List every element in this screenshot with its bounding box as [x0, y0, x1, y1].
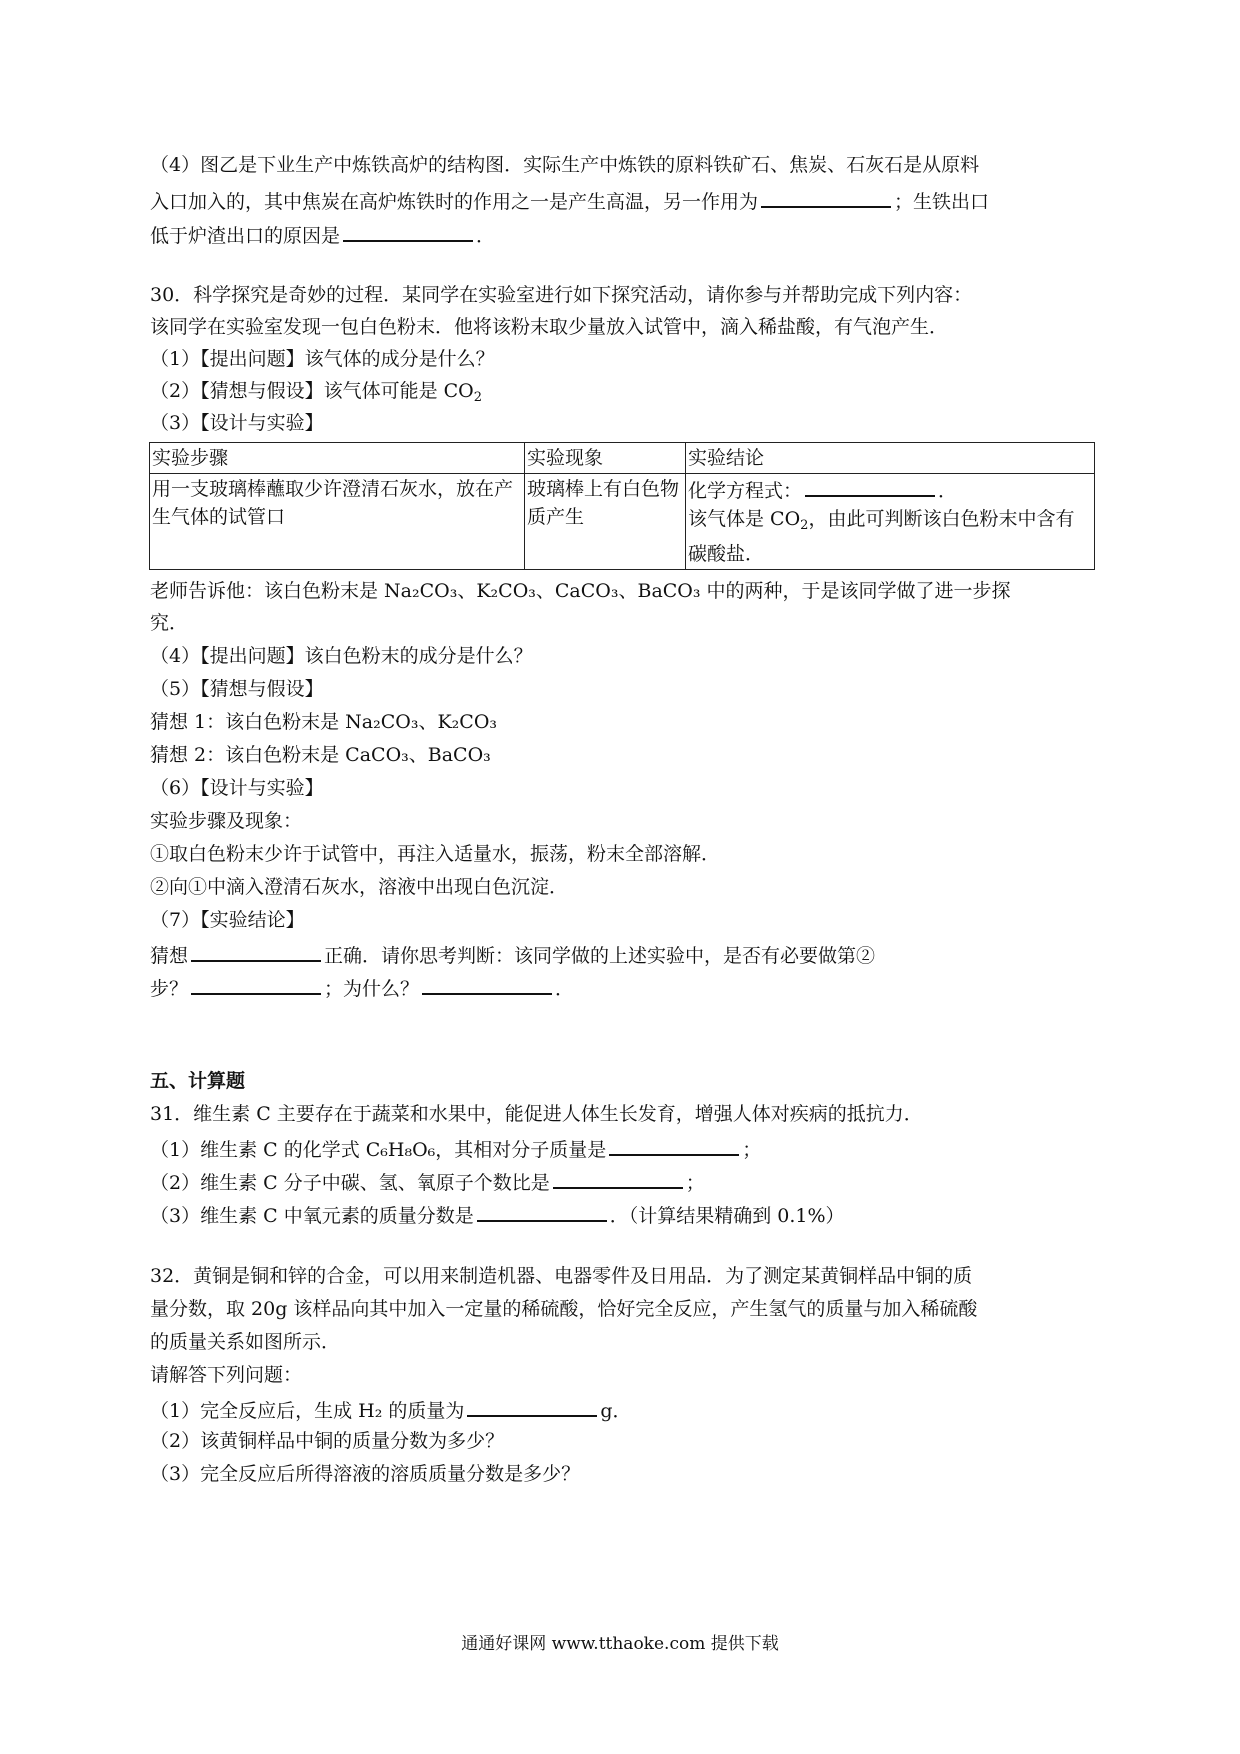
q29-part4-line3: 低于炉渣出口的原因是 ． — [150, 220, 495, 246]
teacher-line1: 老师告诉他：该白色粉末是 Na₂CO₃、K₂CO₃、CaCO₃、BaCO₃ 中的两种，于是该同学做了进一步探 — [150, 580, 1011, 602]
answer-blank[interactable] — [343, 220, 473, 242]
q30-part5: （5）【猜想与假设】 — [150, 678, 324, 700]
header-step: 实验步骤 — [150, 443, 525, 474]
q30-part3: （3）【设计与实验】 — [150, 412, 324, 434]
answer-blank[interactable] — [467, 1395, 597, 1417]
q30-part2: （2）【猜想与假设】该气体可能是 $CO_2$ — [150, 380, 483, 405]
guess-1: 猜想 1：该白色粉末是 Na₂CO₃、K₂CO₃ — [150, 711, 498, 733]
steps-title: 实验步骤及现象： — [150, 810, 303, 832]
q30-intro-line2: 该同学在实验室发现一包白色粉末．他将该粉末取少量放入试管中，滴入稀盐酸，有气泡产生． — [150, 316, 949, 338]
cell-conclusion: 化学方程式： ． 该气体是 $CO_2$，由此可判断该白色粉末中含有碳酸盐． — [686, 474, 1095, 570]
answer-blank[interactable] — [761, 186, 891, 208]
q32-part2: （2）该黄铜样品中铜的质量分数为多少？ — [150, 1430, 505, 1452]
q32-line1: 32．黄铜是铜和锌的合金，可以用来制造机器、电器零件及日用品．为了测定某黄铜样品中铜的质 — [150, 1265, 973, 1287]
answer-blank[interactable] — [191, 940, 321, 962]
q32-line4: 请解答下列问题： — [150, 1364, 303, 1386]
equation-blank[interactable] — [805, 475, 935, 497]
header-conclusion: 实验结论 — [686, 443, 1095, 474]
conclusion-line2: 步？ ；为什么？ ． — [150, 973, 574, 999]
q30-intro-line1: 30．科学探究是奇妙的过程．某同学在实验室进行如下探究活动，请你参与并帮助完成下列内容： — [150, 284, 973, 306]
q31-part3: （3）维生素 C 中氧元素的质量分数是 ．（计算结果精确到 0.1%） — [150, 1200, 845, 1226]
step-2: ②向①中滴入澄清石灰水，溶液中出现白色沉淀． — [150, 876, 569, 898]
table-row — [150, 474, 1095, 570]
q30-part6: （6）【设计与实验】 — [150, 777, 324, 799]
q29-part4-line2: 入口加入的，其中焦炭在高炉炼铁时的作用之一是产生高温，另一作用为 ；生铁出口 — [150, 186, 989, 212]
answer-blank[interactable] — [191, 973, 321, 995]
footer-text: 通通好课网 www.tthaoke.com 提供下载 — [461, 1634, 779, 1654]
answer-blank[interactable] — [553, 1167, 683, 1189]
guess-2: 猜想 2：该白色粉末是 CaCO₃、BaCO₃ — [150, 744, 491, 766]
q32-line2: 量分数，取 20g 该样品向其中加入一定量的稀硫酸，恰好完全反应，产生氢气的质量与加入稀硫酸 — [150, 1298, 978, 1320]
q31-part2: （2）维生素 C 分子中碳、氢、氧原子个数比是 ； — [150, 1167, 705, 1193]
answer-blank[interactable] — [477, 1200, 607, 1222]
q32-line3: 的质量关系如图所示． — [150, 1331, 341, 1353]
q32-part1: （1）完全反应后，生成 H₂ 的质量为 g． — [150, 1395, 632, 1421]
header-phenomenon: 实验现象 — [525, 443, 686, 474]
section-title: 五、计算题 — [150, 1070, 246, 1092]
q30-part1: （1）【提出问题】该气体的成分是什么？ — [150, 348, 495, 370]
q31-intro: 31．维生素 C 主要存在于蔬菜和水果中，能促进人体生长发育，增强人体对疾病的抵抗力． — [150, 1103, 923, 1125]
cell-phenomenon: 玻璃棒上有白色物质产生 — [525, 474, 686, 570]
q29-part4-line1: （4）图乙是下业生产中炼铁高炉的结构图．实际生产中炼铁的原料铁矿石、焦炭、石灰石是从原料 — [150, 154, 980, 176]
cell-step: 用一支玻璃棒蘸取少许澄清石灰水，放在产生气体的试管口 — [150, 474, 525, 570]
q30-part7: （7）【实验结论】 — [150, 909, 305, 931]
answer-blank[interactable] — [609, 1134, 739, 1156]
step-1: ①取白色粉末少许于试管中，再注入适量水，振荡，粉末全部溶解． — [150, 843, 721, 865]
q30-part4: （4）【提出问题】该白色粉末的成分是什么？ — [150, 645, 533, 667]
table-header-row — [150, 443, 1095, 474]
q31-part1: （1）维生素 C 的化学式 C₆H₈O₆，其相对分子质量是 ； — [150, 1134, 761, 1160]
answer-blank[interactable] — [422, 973, 552, 995]
experiment-table — [149, 442, 1095, 570]
q32-part3: （3）完全反应后所得溶液的溶质质量分数是多少？ — [150, 1463, 581, 1485]
conclusion-line1: 猜想 正确．请你思考判断：该同学做的上述实验中，是否有必要做第② — [150, 940, 875, 966]
teacher-line2: 究． — [150, 612, 189, 634]
